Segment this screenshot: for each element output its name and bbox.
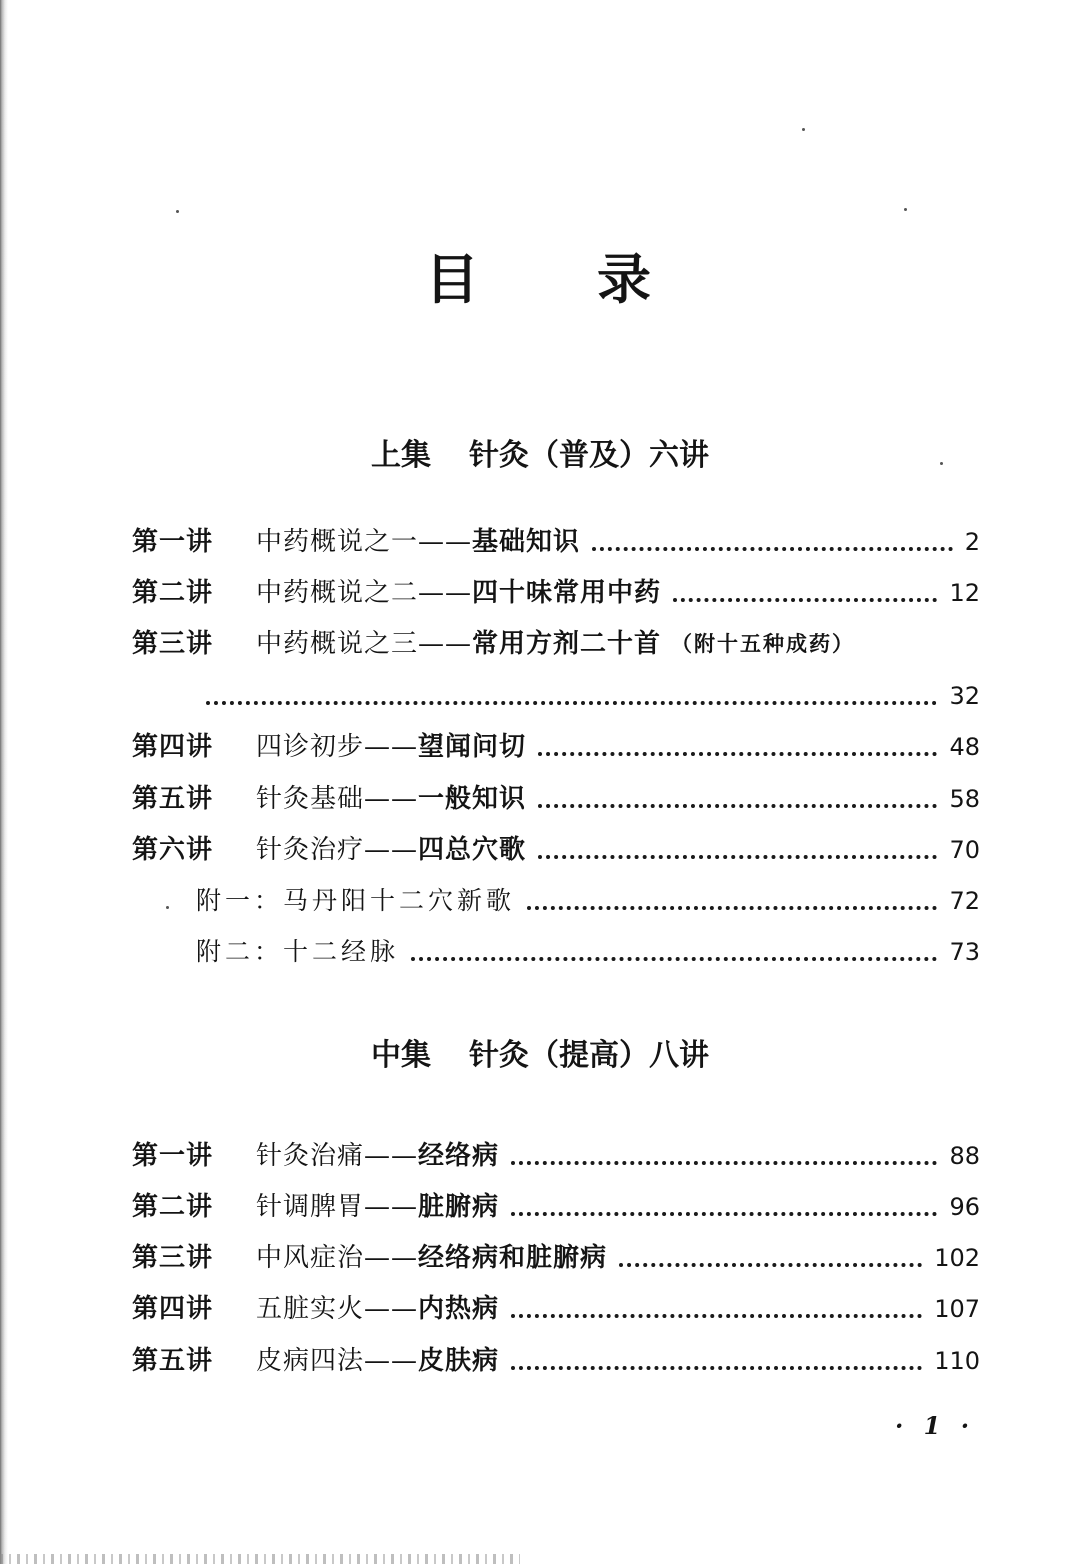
entry-subtitle: 基础知识 — [472, 527, 581, 557]
scan-speck — [802, 128, 805, 131]
page-ref: 88 — [949, 1142, 980, 1170]
page-ref: 12 — [949, 579, 980, 607]
toc-appendix-entry[interactable] — [196, 926, 980, 970]
lecture-number: 第二讲 — [132, 1192, 214, 1222]
page-ref: 73 — [949, 938, 980, 966]
page-ref: 102 — [934, 1244, 980, 1272]
entry-subtitle: 四总穴歌 — [418, 835, 527, 865]
toc-appendix-entry[interactable] — [196, 875, 980, 919]
dot-leader — [411, 957, 937, 961]
page-ref: 32 — [949, 682, 980, 710]
title-char-2: 录 — [597, 248, 651, 311]
lecture-number: 第六讲 — [132, 835, 214, 865]
lecture-number: 第五讲 — [132, 1346, 214, 1376]
section-heading-volume-2 — [0, 1034, 1080, 1078]
lecture-number: 第一讲 — [132, 1141, 214, 1171]
lecture-number: 第一讲 — [132, 527, 214, 557]
toc-entry[interactable] — [132, 516, 980, 560]
scan-binding-edge — [0, 0, 8, 1564]
section-volume-label: 上集 — [371, 438, 431, 473]
title-char-1: 目 — [425, 248, 479, 311]
section-heading-volume-1 — [0, 434, 1080, 478]
scan-bottom-noise — [0, 1554, 520, 1564]
lecture-number: 第四讲 — [132, 1294, 214, 1324]
entry-subtitle: 四十味常用中药 — [472, 578, 662, 608]
toc-entry[interactable] — [132, 1283, 980, 1327]
dot-leader — [538, 855, 937, 859]
page-ref: 2 — [964, 528, 980, 556]
page-ref: 48 — [949, 733, 980, 761]
lecture-number: 第二讲 — [132, 578, 214, 608]
lecture-number: 第四讲 — [132, 732, 214, 762]
entry-subtitle: 常用方剂二十首 — [472, 629, 662, 659]
entry-title: 针灸基础—— — [256, 784, 419, 814]
page-title — [0, 240, 1080, 320]
entry-subtitle: 望闻问切 — [418, 732, 527, 762]
entry-title: 针灸治痛—— — [256, 1141, 419, 1171]
entry-subtitle: 内热病 — [418, 1294, 500, 1324]
page-ref: 107 — [934, 1295, 980, 1323]
entry-subtitle: 脏腑病 — [418, 1192, 500, 1222]
entry-title: 中药概说之一—— — [256, 527, 473, 557]
page-ref: 70 — [949, 836, 980, 864]
dot-leader — [538, 804, 937, 808]
entry-title: 四诊初步—— — [256, 732, 419, 762]
entry-subtitle: 皮肤病 — [418, 1346, 500, 1376]
lecture-number: 第三讲 — [132, 629, 214, 659]
page-ref: 110 — [934, 1347, 980, 1375]
appendix-title: 附二：十二经脉 — [196, 937, 400, 966]
toc-entry[interactable] — [132, 824, 980, 868]
section-heading-text: 针灸（提高）八讲 — [469, 1038, 709, 1073]
entry-title: 中药概说之三—— — [256, 629, 473, 659]
page-number: · 1 · — [894, 1411, 976, 1440]
lecture-number: 第三讲 — [132, 1243, 214, 1273]
page-ref: 96 — [949, 1193, 980, 1221]
toc-entry[interactable] — [132, 567, 980, 611]
appendix-title: 附一：马丹阳十二穴新歌 — [196, 886, 516, 915]
dot-leader — [619, 1263, 922, 1267]
entry-title: 皮病四法—— — [256, 1346, 419, 1376]
page-ref: 58 — [949, 785, 980, 813]
entry-title: 针调脾胃—— — [256, 1192, 419, 1222]
page-ref: 72 — [949, 887, 980, 915]
toc-entry[interactable] — [132, 1181, 980, 1225]
dot-leader — [511, 1366, 922, 1370]
entry-title: 中药概说之二—— — [256, 578, 473, 608]
entry-subtitle: 一般知识 — [418, 784, 527, 814]
dot-leader — [511, 1212, 937, 1216]
dot-leader — [538, 752, 937, 756]
toc-entry[interactable] — [132, 1335, 980, 1379]
entry-note: （附十五种成药） — [671, 631, 856, 656]
dot-leader — [592, 547, 953, 551]
dot-leader — [511, 1161, 937, 1165]
scan-speck — [166, 906, 169, 909]
toc-entry[interactable] — [132, 721, 980, 765]
entry-title: 针灸治疗—— — [256, 835, 419, 865]
scan-speck — [176, 210, 179, 213]
toc-entry[interactable] — [132, 618, 980, 662]
section-volume-label: 中集 — [371, 1038, 431, 1073]
entry-title: 中风症治—— — [256, 1243, 419, 1273]
dot-leader — [527, 906, 937, 910]
toc-entry[interactable] — [132, 1232, 980, 1276]
entry-subtitle: 经络病 — [418, 1141, 500, 1171]
dot-leader — [673, 598, 937, 602]
entry-title: 五脏实火—— — [256, 1294, 419, 1324]
dot-leader — [511, 1314, 922, 1318]
lecture-number: 第五讲 — [132, 784, 214, 814]
entry-subtitle: 经络病和脏腑病 — [418, 1243, 608, 1273]
dot-leader — [206, 701, 937, 705]
toc-entry[interactable] — [132, 1130, 980, 1174]
section-heading-text: 针灸（普及）六讲 — [469, 438, 709, 473]
scan-speck — [904, 208, 907, 211]
toc-entry[interactable] — [132, 773, 980, 817]
toc-entry-continuation[interactable] — [206, 670, 980, 714]
